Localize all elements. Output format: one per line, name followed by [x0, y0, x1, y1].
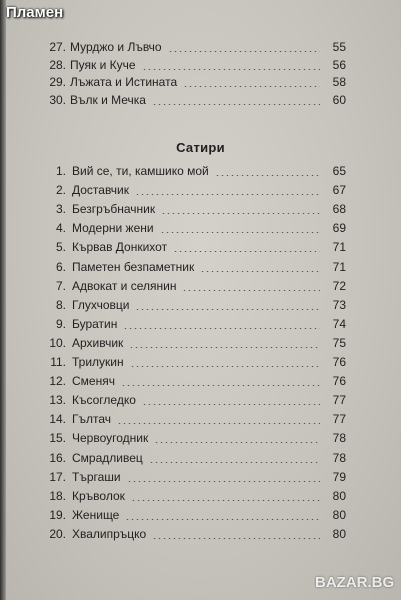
toc-title: Късогледко	[72, 393, 136, 408]
toc-number: 3.	[55, 202, 66, 217]
toc-page-number: 72	[332, 278, 346, 293]
toc-number: 8.	[55, 297, 66, 312]
leader-dots	[182, 290, 320, 291]
toc-row	[0, 489, 401, 507]
toc-row	[0, 298, 401, 316]
toc-page-number: 76	[332, 374, 346, 389]
leader-dots	[121, 385, 320, 386]
toc-row	[0, 75, 401, 93]
toc-row	[0, 202, 401, 220]
toc-number: 15.	[49, 431, 66, 446]
toc-page-number: 67	[332, 183, 346, 198]
toc-title: Паметен безпаметник	[72, 259, 195, 274]
toc-title: Буратин	[72, 316, 118, 331]
toc-row	[0, 393, 401, 411]
toc-row	[0, 527, 401, 545]
toc-number: 9.	[55, 316, 66, 331]
toc-title: Вълк и Мечка	[70, 92, 146, 107]
toc-row	[0, 93, 401, 111]
leader-dots	[131, 500, 320, 501]
toc-number: 30.	[49, 92, 66, 107]
leader-dots	[135, 194, 320, 195]
toc-title: Смрадливец	[72, 450, 143, 465]
toc-row	[0, 355, 401, 373]
leader-dots	[129, 347, 320, 348]
toc-title: Глухчовци	[72, 297, 130, 312]
leader-dots	[135, 309, 320, 310]
toc-row	[0, 279, 401, 297]
toc-row	[0, 164, 401, 182]
toc-title: Безгръбначник	[72, 202, 156, 217]
toc-number: 11.	[50, 355, 66, 369]
section-title: Сатири	[176, 140, 225, 155]
toc-number: 16.	[49, 450, 66, 465]
toc-page-number: 58	[332, 75, 346, 89]
toc-row	[0, 240, 401, 258]
leader-dots	[130, 366, 320, 367]
toc-page-number: 78	[332, 450, 346, 465]
toc-page-number: 65	[332, 164, 346, 178]
toc-row	[0, 431, 401, 449]
leader-dots	[123, 328, 320, 329]
toc-page-number: 73	[332, 297, 346, 312]
toc-title: Хвалипръцко	[72, 526, 147, 541]
toc-row	[0, 336, 401, 354]
toc-row	[0, 508, 401, 526]
toc-number: 10.	[49, 335, 66, 350]
leader-dots	[152, 538, 320, 539]
toc-title: Доставчик	[72, 183, 130, 198]
toc-number: 1.	[55, 164, 66, 178]
leader-dots	[142, 69, 320, 70]
toc-page-number: 68	[332, 202, 346, 217]
toc-number: 12.	[49, 374, 66, 389]
toc-page-number: 60	[332, 92, 346, 107]
toc-number: 4.	[55, 221, 66, 236]
bazar-logo-text: BAZAR.BG	[315, 574, 395, 591]
toc-page-number: 76	[332, 355, 346, 369]
toc-title: Кръволок	[72, 488, 125, 503]
toc-title: Кървав Донкихот	[72, 240, 168, 255]
toc-row	[0, 470, 401, 488]
toc-title: Лъжата и Истината	[70, 75, 178, 89]
toc-title: Гълтач	[72, 412, 112, 427]
toc-page-number: 56	[332, 57, 346, 72]
toc-page-number: 77	[332, 412, 346, 427]
toc-row	[0, 374, 401, 392]
toc-number: 29.	[49, 75, 66, 89]
leader-dots	[154, 442, 320, 443]
leader-dots	[127, 481, 320, 482]
toc-number: 7.	[55, 278, 66, 293]
uploader-name-watermark: Пламен	[6, 4, 64, 21]
toc-row	[0, 183, 401, 201]
toc-page-number: 80	[332, 488, 346, 503]
toc-title: Пуяк и Куче	[70, 57, 136, 72]
leader-dots	[152, 104, 320, 105]
toc-page-number: 80	[332, 507, 346, 522]
leader-dots	[168, 51, 320, 52]
toc-title: Сменяч	[72, 374, 115, 389]
toc-row	[0, 317, 401, 335]
toc-row	[0, 221, 401, 239]
toc-page-number: 55	[332, 40, 346, 54]
leader-dots	[117, 423, 320, 424]
toc-page-number: 74	[332, 316, 346, 331]
toc-number: 6.	[55, 259, 66, 274]
toc-page-number: 80	[332, 526, 346, 541]
toc-title: Вий се, ти, камшико мой	[72, 164, 209, 178]
leader-dots	[161, 213, 320, 214]
toc-number: 17.	[49, 469, 66, 484]
toc-page-number: 79	[332, 469, 346, 484]
leader-dots	[183, 86, 320, 87]
toc-number: 5.	[55, 240, 66, 255]
toc-title: Адвокат и селянин	[72, 278, 177, 293]
toc-row	[0, 451, 401, 469]
toc-number: 27.	[49, 40, 66, 54]
leader-dots	[173, 251, 320, 252]
leader-dots	[142, 404, 320, 405]
toc-number: 2.	[55, 183, 66, 198]
toc-page-number: 71	[332, 259, 346, 274]
toc-title: Женище	[72, 507, 120, 522]
toc-page-number: 69	[332, 221, 346, 236]
leader-dots	[160, 232, 320, 233]
toc-row	[0, 58, 401, 76]
leader-dots	[215, 175, 320, 176]
toc-number: 13.	[49, 393, 66, 408]
toc-title: Модерни жени	[72, 221, 154, 236]
toc-number: 19.	[49, 507, 66, 522]
toc-number: 14.	[49, 412, 66, 427]
toc-page-number: 77	[332, 393, 346, 408]
toc-title: Мурджо и Лъвчо	[70, 40, 162, 54]
toc-number: 28.	[49, 57, 66, 72]
toc-number: 20.	[49, 526, 66, 541]
toc-row	[0, 260, 401, 278]
toc-title: Търгаши	[72, 469, 121, 484]
toc-row	[0, 412, 401, 430]
toc-number: 18.	[49, 488, 66, 503]
bazar-logo-watermark	[315, 574, 393, 594]
toc-page-number: 71	[332, 240, 346, 255]
toc-page-number: 75	[332, 335, 346, 350]
toc-row	[0, 40, 401, 58]
leader-dots	[149, 462, 320, 463]
toc-title: Червоугодник	[72, 431, 149, 446]
leader-dots	[125, 519, 320, 520]
toc-page-number: 78	[332, 431, 346, 446]
leader-dots	[200, 271, 320, 272]
toc-title: Архивчик	[72, 335, 124, 350]
toc-title: Трилукин	[72, 355, 124, 369]
